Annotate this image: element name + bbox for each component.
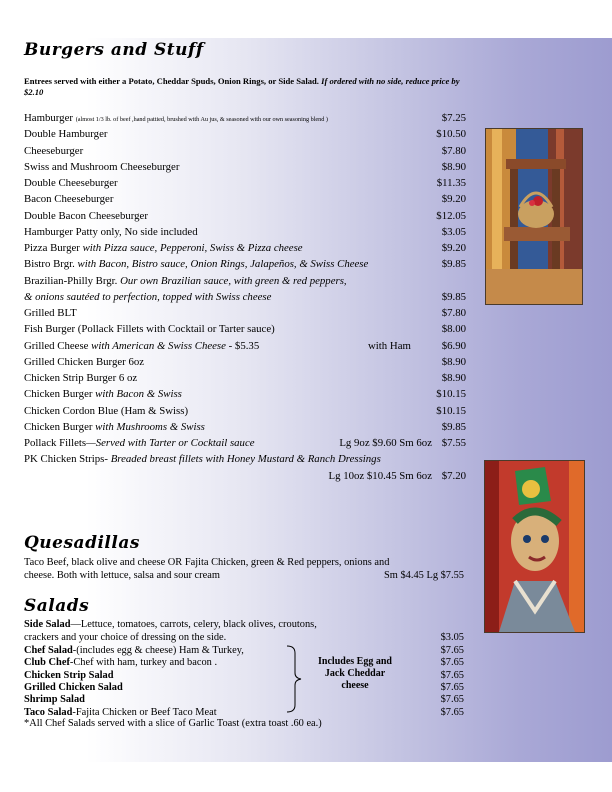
item-title: Pollack Fillets — [24, 437, 87, 449]
item-name — [24, 419, 205, 435]
bracket-note — [305, 656, 405, 692]
item-extra-price: - $5.35 — [228, 339, 260, 352]
side-salad-price: $3.05 — [440, 632, 464, 643]
item-price: $7.80 — [441, 144, 466, 157]
burgers-intro — [24, 76, 464, 98]
item-description: —Served with Tarter or Cocktail sauce — [86, 437, 255, 449]
bracket-note-line3: cheese — [341, 680, 369, 691]
item-title: Chicken Burger — [24, 420, 93, 433]
portrait-painting-image — [485, 461, 584, 632]
menu-item — [24, 321, 466, 337]
salad-price: $7.65 — [440, 694, 464, 706]
salad-name: Chicken Strip Salad — [24, 669, 114, 681]
menu-item — [24, 354, 466, 370]
menu-item — [24, 338, 466, 354]
item-title: Brazilian-Philly Brgr. — [24, 274, 118, 287]
item-price: $3.05 — [441, 225, 466, 238]
item-description: with American & Swiss Cheese — [91, 339, 226, 352]
item-price: $8.90 — [441, 355, 466, 368]
menu-item — [24, 305, 466, 321]
menu-item — [24, 126, 466, 142]
item-name — [24, 321, 275, 337]
intro-note: If ordered with no side, reduce price by $2.10 — [24, 76, 460, 97]
item-title: Grilled BLT — [24, 307, 77, 319]
item-name — [24, 175, 118, 191]
chair-painting-image — [486, 129, 582, 304]
item-title: Grilled Cheese — [24, 339, 89, 352]
item-price: $7.20 — [441, 469, 466, 482]
menu-item — [24, 159, 466, 175]
item-title: Pizza Burger — [24, 242, 80, 254]
item-price: $7.80 — [441, 307, 466, 319]
salad-description: -Fajita Chicken or Beef Taco Meat — [72, 706, 217, 718]
quesadillas-line1: Taco Beef, black olive and cheese OR Fajita Chicken, green & Red peppers, onions and — [24, 557, 390, 568]
menu-item — [24, 110, 466, 126]
item-title: Cheeseburger — [24, 144, 84, 157]
item-name — [24, 159, 179, 175]
item-name — [24, 289, 271, 305]
menu-item — [24, 403, 466, 419]
item-name — [24, 338, 259, 354]
item-description: Our own Brazilian sauce, with green & red peppers, — [120, 274, 347, 287]
item-title: Bacon Cheeseburger — [24, 193, 114, 206]
portrait-painting — [484, 460, 585, 633]
bottom-margin — [0, 762, 612, 792]
salad-name: Chef Salad — [24, 645, 73, 656]
menu-item — [24, 451, 466, 467]
item-price: $9.20 — [441, 242, 466, 254]
item-description: with Mushrooms & Swiss — [95, 420, 205, 433]
salad-footnote: *All Chef Salads served with a slice of Garlic Toast (extra toast .60 ea.) — [24, 718, 322, 729]
intro-text: Entrees served with either a Potato, Cheddar Spuds, Onion Rings, or Side Salad. — [24, 76, 319, 86]
item-description: & onions sautéed to perfection, topped with Swiss cheese — [24, 290, 272, 303]
item-title: PK Chicken Strips- — [24, 453, 108, 466]
item-title: Double Bacon Cheeseburger — [24, 209, 148, 222]
menu-item — [24, 419, 466, 435]
salad-price: $7.65 — [440, 669, 464, 681]
item-name — [24, 224, 198, 240]
item-price: $10.50 — [436, 128, 466, 141]
salad-description: -Chef with ham, turkey and bacon . — [69, 657, 218, 669]
item-title: Chicken Cordon Blue (Ham & Swiss) — [24, 404, 189, 417]
item-title: Hamburger Patty only, No side included — [24, 225, 198, 238]
item-title: Grilled Chicken Burger 6oz — [24, 355, 145, 368]
menu-item — [24, 273, 466, 289]
item-name — [24, 256, 368, 272]
item-price: $11.35 — [436, 177, 466, 189]
item-price: $7.55 — [441, 437, 466, 449]
side-salad-desc1: —Lettuce, tomatoes, carrots, celery, black olives, croutons, — [70, 619, 317, 630]
item-name — [24, 143, 83, 159]
menu-item — [24, 208, 466, 224]
item-title: Swiss and Mushroom Cheeseburger — [24, 160, 180, 173]
item-name — [24, 305, 77, 321]
item-name — [24, 240, 303, 256]
salad-name: Grilled Chicken Salad — [24, 681, 123, 693]
item-description: Breaded breast fillets with Honey Mustard & Ranch Dressings — [110, 453, 381, 466]
item-price: $8.00 — [441, 323, 466, 336]
item-title: Fish Burger (Pollack Fillets with Cocktail or Tarter sauce) — [24, 323, 275, 336]
item-size-price: Lg 9oz $9.60 Sm 6oz — [339, 437, 432, 449]
menu-item — [24, 386, 466, 402]
item-name — [24, 435, 255, 451]
item-name — [24, 370, 137, 386]
item-name — [24, 208, 148, 224]
item-description: with Pizza sauce, Pepperoni, Swiss & Pizza cheese — [82, 242, 303, 254]
item-price: $9.85 — [441, 258, 466, 271]
salad-item — [24, 645, 244, 658]
item-name — [24, 386, 182, 402]
salad-price: $7.65 — [440, 645, 464, 656]
salad-bracket — [286, 645, 302, 713]
salad-item — [24, 670, 114, 683]
menu-item — [24, 370, 466, 386]
menu-item — [24, 224, 466, 240]
item-price: $9.85 — [441, 420, 466, 433]
salad-price: $7.65 — [440, 681, 464, 693]
salad-name: Club Chef — [24, 657, 70, 669]
item-price: $6.90 — [441, 339, 466, 352]
item-price: $7.25 — [441, 112, 466, 124]
item-price: $10.15 — [436, 404, 466, 417]
item-name — [24, 403, 188, 419]
item-price: $12.05 — [436, 209, 466, 222]
menu-item — [24, 468, 466, 484]
menu-item — [24, 175, 466, 191]
item-name — [24, 126, 107, 142]
salads-heading: Salads — [24, 596, 90, 616]
menu-item — [24, 256, 466, 272]
salad-item — [24, 682, 123, 695]
menu-item — [24, 191, 466, 207]
salad-item — [24, 694, 85, 707]
item-title: Bistro Brgr. — [24, 258, 75, 271]
quesadillas-prices: Sm $4.45 Lg $7.55 — [384, 570, 464, 581]
top-margin — [0, 0, 612, 38]
salad-name: Taco Salad — [24, 706, 73, 718]
item-price: $9.20 — [441, 193, 466, 206]
item-name — [24, 354, 144, 370]
menu-item — [24, 289, 466, 305]
item-name — [24, 191, 113, 207]
quesadillas-heading: Quesadillas — [24, 533, 140, 553]
item-description: with Bacon, Bistro sauce, Onion Rings, Jalapeños, & Swiss Cheese — [77, 258, 369, 271]
item-price: $10.15 — [436, 388, 466, 401]
bracket-note-line2: Jack Cheddar — [324, 668, 386, 679]
side-salad-name: Side Salad — [24, 619, 71, 630]
salad-name: Shrimp Salad — [24, 694, 85, 706]
menu-item — [24, 240, 466, 256]
salad-item — [24, 657, 217, 670]
salad-price: $7.65 — [440, 706, 464, 718]
item-size-price: with Ham — [368, 339, 411, 352]
item-title: Chicken Burger — [24, 388, 93, 401]
item-price: $8.90 — [441, 372, 466, 384]
item-name — [24, 451, 381, 467]
menu-item — [24, 143, 466, 159]
bracket-note-line1: Includes Egg and — [318, 656, 392, 667]
chair-painting — [485, 128, 583, 305]
item-price: $8.90 — [441, 160, 466, 173]
side-salad-desc2: crackers and your choice of dressing on the side. — [24, 632, 227, 643]
item-title: Hamburger — [24, 112, 73, 124]
item-name — [24, 273, 347, 289]
item-description: with Bacon & Swiss — [95, 388, 182, 401]
item-title: Double Hamburger — [24, 128, 108, 141]
item-title: Chicken Strip Burger 6 oz — [24, 372, 138, 384]
salad-description: -(includes egg & cheese) Ham & Turkey, — [72, 645, 244, 656]
quesadillas-line2: cheese. Both with lettuce, salsa and sour cream — [24, 570, 220, 581]
side-salad-line1 — [24, 619, 317, 632]
menu-item — [24, 435, 466, 451]
burgers-heading: Burgers and Stuff — [24, 40, 204, 60]
item-size-price: Lg 10oz $10.45 Sm 6oz — [328, 469, 432, 482]
item-title: Double Cheeseburger — [24, 177, 118, 189]
salad-price: $7.65 — [440, 657, 464, 669]
item-price: $9.85 — [441, 290, 466, 303]
item-note: (almost 1/3 lb. of beef ,hand pattied, brushed with Au jus, & seasoned with our own seasoning blend ) — [75, 116, 328, 123]
